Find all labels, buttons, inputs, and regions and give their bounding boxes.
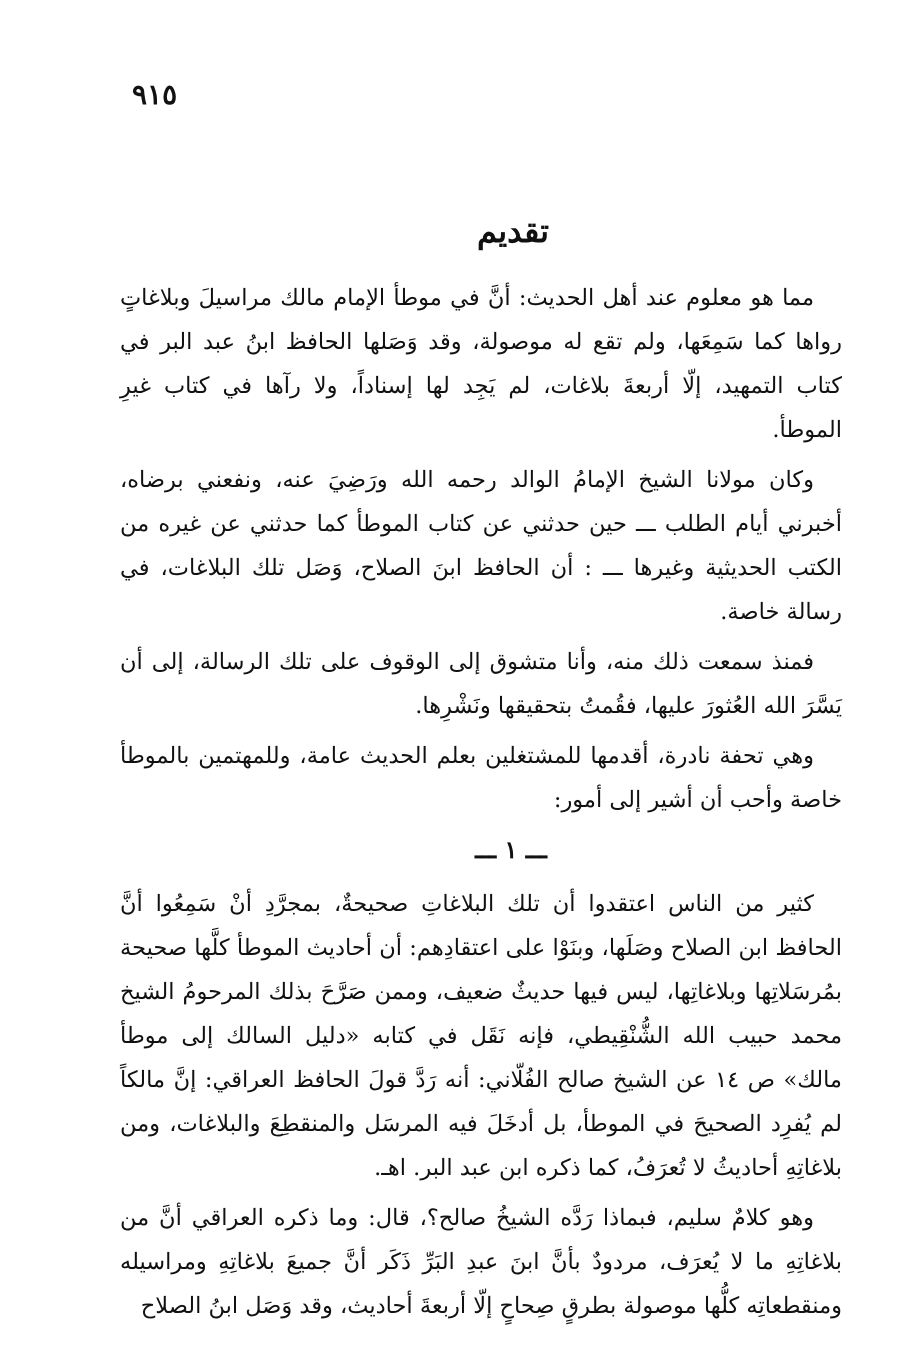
paragraph-2: وكان مولانا الشيخ الإمامُ الوالد رحمه الله ورَضِيَ عنه، ونفعني برضاه، أخبرني أيام الطلب ـــ حين حدثني عن كتاب الموطأ كما حدثني عن غيره من الكتب الحديثية وغيرها ـــ : أن الحافظ ابنَ الصلاح، وَصَل تلك البلاغات، في رسالة خاصة.: [120, 467, 842, 625]
section-marker: ـــ ١ ـــ: [475, 835, 547, 864]
section-paragraph-2: وهو كلامٌ سليم، فبماذا رَدَّه الشيخُ صالح؟، قال: وما ذكره العراقي أنَّ من بلاغاتِهِ ما لا يُعرَف، مردودٌ بأنَّ ابنَ عبدِ البَرِّ ذَكَر أنَّ جميعَ بلاغاتِهِ ومراسيله ومنقطعاتِه كلُّها موصولة بطرقٍ صِحاحٍ إلّا أربعةَ أحاديث، وقد وَصَل ابنُ الصلاح: [120, 1205, 842, 1319]
page-number: ٩١٥: [132, 78, 178, 111]
body-text: [120, 276, 842, 1334]
paragraph-3: فمنذ سمعت ذلك منه، وأنا متشوق إلى الوقوف على تلك الرسالة، إلى أن يَسَّرَ الله العُثورَ عليها، فقُمتُ بتحقيقها ونَشْرِها.: [120, 649, 842, 719]
paragraph-4: وهي تحفة نادرة، أقدمها للمشتغلين بعلم الحديث عامة، وللمهتمين بالموطأ خاصة وأحب أن أشير إلى أمور:: [120, 743, 842, 813]
page-title: تقديم: [476, 212, 550, 250]
section-paragraph-1: كثير من الناس اعتقدوا أن تلك البلاغاتِ صحيحةٌ، بمجرَّدِ أنْ سَمِعُوا أنَّ الحافظ ابن الصلاح وصَلَها، وبنَوْا على اعتقادِهم: أن أحاديث الموطأ كلَّها صحيحة بمُرسَلاتِها وبلاغاتِها، ليس فيها حديثٌ ضعيف، وممن صَرَّحَ بذلك المرحومُ الشيخ محمد حبيب الله الشُّنْقِيطي، فإنه نَقَل في كتابه «دليل السالك إلى موطأ مالك» ص ١٤ عن الشيخ صالح الفُلّاني: أنه رَدَّ قولَ الحافظ العراقي: إنَّ مالكاً لم يُفرِد الصحيحَ في الموطأ، بل أدخَلَ فيه المرسَل والمنقطِعَ والبلاغات، ومن بلاغاتِهِ أحاديثُ لا تُعرَفُ، كما ذكره ابن عبد البر. اهـ.: [120, 891, 842, 1181]
paragraph-1: مما هو معلوم عند أهل الحديث: أنَّ في موطأ الإمام مالك مراسيلَ وبلاغاتٍ رواها كما سَمِعَها، ولم تقع له موصولة، وقد وَصَلها الحافظ ابنُ عبد البر في كتاب التمهيد، إلّا أربعةَ بلاغات، لم يَجِد لها إسناداً، ولا رآها في كتاب غيرِ الموطأ.: [120, 285, 842, 443]
